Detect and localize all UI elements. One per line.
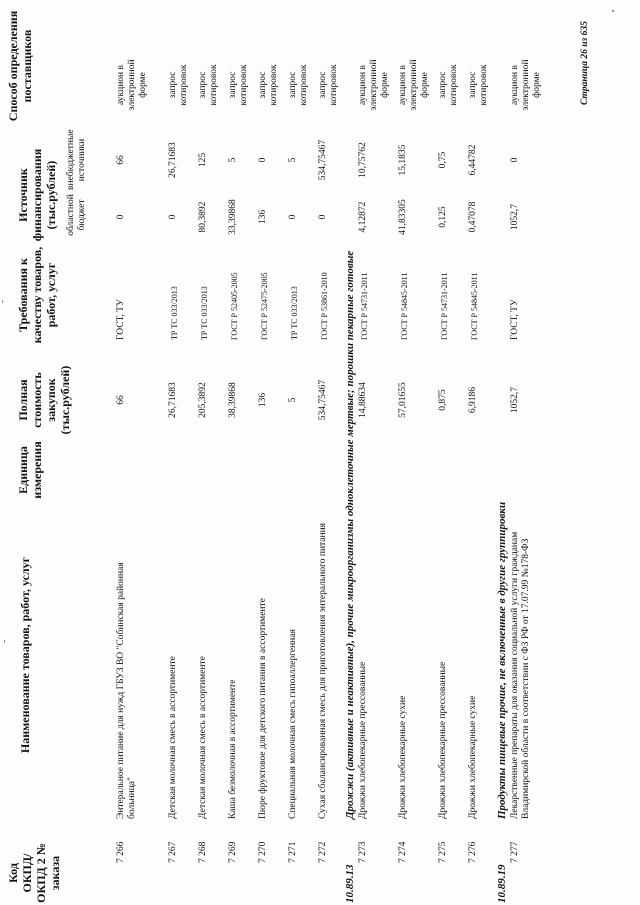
row-method: запрос котировок [228, 64, 249, 106]
row-req: ГОСТ, ТУ [116, 299, 126, 340]
page-number: Страница 26 из 635 [580, 21, 590, 105]
row-regional: 136 [258, 209, 268, 225]
row-regional: 0 [318, 214, 328, 220]
row-code: 7 277 [510, 841, 520, 863]
row-req: ТР ТС 033/2013 [200, 286, 209, 340]
header-method: Способ определения поставщиков [6, 10, 34, 122]
group-title: Дрожжи (активные и неактивные), прочие микроорганизмы одноклеточные мертвые; порошки пекарные готовые [344, 250, 356, 819]
row-req: ГОСТ Р 53861-2010 [320, 272, 329, 340]
group-title: Продукты пищевые прочие, не включенные в другие группировки [496, 501, 508, 819]
row-method: запрос котировок [288, 64, 309, 106]
row-total: 205,3892 [198, 382, 208, 418]
row-extra: 6,44782 [468, 144, 478, 176]
row-regional: 0 [168, 214, 178, 220]
row-name: Дрожжи хлебопекарные прессованные [438, 661, 448, 819]
row-extra: 26,71683 [168, 142, 178, 178]
row-extra: 0 [258, 157, 268, 163]
header-finance: Источник финансирования (тыс.рублей) [16, 148, 58, 242]
header-requirements: Требования к качеству товаров, работ, услуг [16, 246, 58, 344]
row-code: 7 275 [438, 841, 448, 863]
row-req: ТР ТС 033/2013 [290, 286, 299, 340]
row-req: ГОСТ Р 54845-2011 [400, 272, 409, 340]
row-extra: 10,75762 [358, 142, 368, 178]
group-code: 10.89.19 [496, 864, 508, 903]
header-finance-regional: областной бюджет [66, 194, 87, 236]
row-code: 7 269 [228, 841, 238, 863]
row-req: ТР ТС 033/2013 [170, 286, 179, 340]
group-code: 10.89.13 [344, 864, 356, 903]
row-regional: 33,39868 [228, 199, 238, 235]
row-code: 7 270 [258, 841, 268, 863]
row-regional: 1052,7 [510, 203, 520, 231]
row-extra: 534,75467 [318, 139, 328, 181]
row-regional: 4,12872 [358, 201, 368, 233]
row-total: 38,39868 [228, 382, 238, 418]
row-method: аукцион в электронной форме [358, 59, 390, 111]
row-name: Каша безмолочная в ассортименте [228, 679, 238, 819]
row-req: ГОСТ Р 52405-2005 [230, 272, 239, 340]
row-name: Специальная молочная смесь гипоаллергенная [288, 629, 298, 819]
row-name: Дрожжи хлебопекарные сухие [468, 695, 478, 819]
scan-speck [2, 300, 3, 303]
row-regional: 0,47078 [468, 201, 478, 233]
row-extra: 0,75 [438, 151, 448, 169]
row-extra: 125 [198, 152, 208, 168]
row-total: 0,875 [438, 389, 448, 411]
row-code: 7 274 [398, 841, 408, 863]
row-total: 1052,7 [510, 386, 520, 414]
row-name: Детская молочная смесь в ассортименте [198, 656, 208, 819]
row-method: запрос котировок [258, 64, 279, 106]
row-method: запрос котировок [198, 64, 219, 106]
row-regional: 41,83305 [398, 199, 408, 235]
row-code: 7 273 [358, 841, 368, 863]
row-total: 66 [116, 395, 126, 405]
row-total: 14,88634 [358, 382, 368, 418]
row-name: Дрожжи хлебопекарные сухие [398, 695, 408, 819]
row-regional: 0,125 [438, 206, 448, 228]
row-req: ГОСТ Р 54731-2011 [440, 272, 449, 340]
row-req: ГОСТ Р 54845-2011 [470, 272, 479, 340]
row-regional: 80,3892 [198, 201, 208, 233]
header-total: Полная стоимость закупок (тыс.рублей) [16, 365, 72, 435]
row-name: Лекарственные препараты для оказания социальной услуги гражданам Владимирской области в соответствии с ФЗ РФ от 17.07.99 №178-ФЗ [510, 531, 531, 819]
row-regional: 0 [288, 214, 298, 220]
row-extra: 66 [116, 155, 126, 165]
header-name: Наименование товаров, работ, услуг [18, 556, 32, 754]
row-code: 7 271 [288, 841, 298, 863]
row-name: Дрожжи хлебопекарные прессованные [358, 661, 368, 819]
row-total: 136 [258, 392, 268, 408]
row-total: 6,9186 [468, 386, 478, 414]
row-method: аукцион в электронной форме [510, 59, 542, 111]
header-finance-extra: внебюджетные источники [66, 129, 87, 190]
row-total: 5 [288, 397, 298, 403]
row-extra: 5 [288, 157, 298, 163]
row-method: запрос котировок [438, 64, 459, 106]
row-req: ГОСТ, ТУ [510, 299, 520, 340]
row-code: 7 276 [468, 841, 478, 863]
row-extra: 0 [510, 157, 520, 163]
row-method: запрос котировок [468, 64, 489, 106]
row-code: 7 266 [116, 841, 126, 863]
row-extra: 5 [228, 157, 238, 163]
header-code: Код ОКПД/ ОКПД 2 № заказа [6, 843, 62, 903]
row-req: ГОСТ Р 54731-2011 [360, 272, 369, 340]
row-regional: 0 [116, 214, 126, 220]
scan-speck [4, 640, 5, 643]
row-total: 57,01655 [398, 382, 408, 418]
row-method: аукцион в электронной форме [116, 59, 148, 111]
row-method: запрос котировок [168, 64, 189, 106]
scan-speck [612, 10, 614, 12]
row-req: ГОСТ Р 52475-2005 [260, 272, 269, 340]
row-method: аукцион в электронной форме [398, 59, 430, 111]
header-unit: Единица измерения [16, 441, 44, 499]
row-name: Пюре фруктовое для детского питания в ассортименте [258, 598, 268, 819]
row-code: 7 268 [198, 841, 208, 863]
row-total: 534,75467 [318, 379, 328, 421]
row-name: Энтеральное питание для нужд ГБУЗ ВО "Собинская районная больница" [116, 562, 137, 819]
row-code: 7 267 [168, 841, 178, 863]
row-code: 7 272 [318, 841, 328, 863]
row-method: запрос котировок [318, 64, 339, 106]
row-total: 26,71683 [168, 382, 178, 418]
row-extra: 15,1835 [398, 144, 408, 176]
row-name: Детская молочная смесь в ассортименте [168, 656, 178, 819]
row-name: Сухая сбалансированная смесь для приготовления энтерального питания [318, 522, 328, 819]
